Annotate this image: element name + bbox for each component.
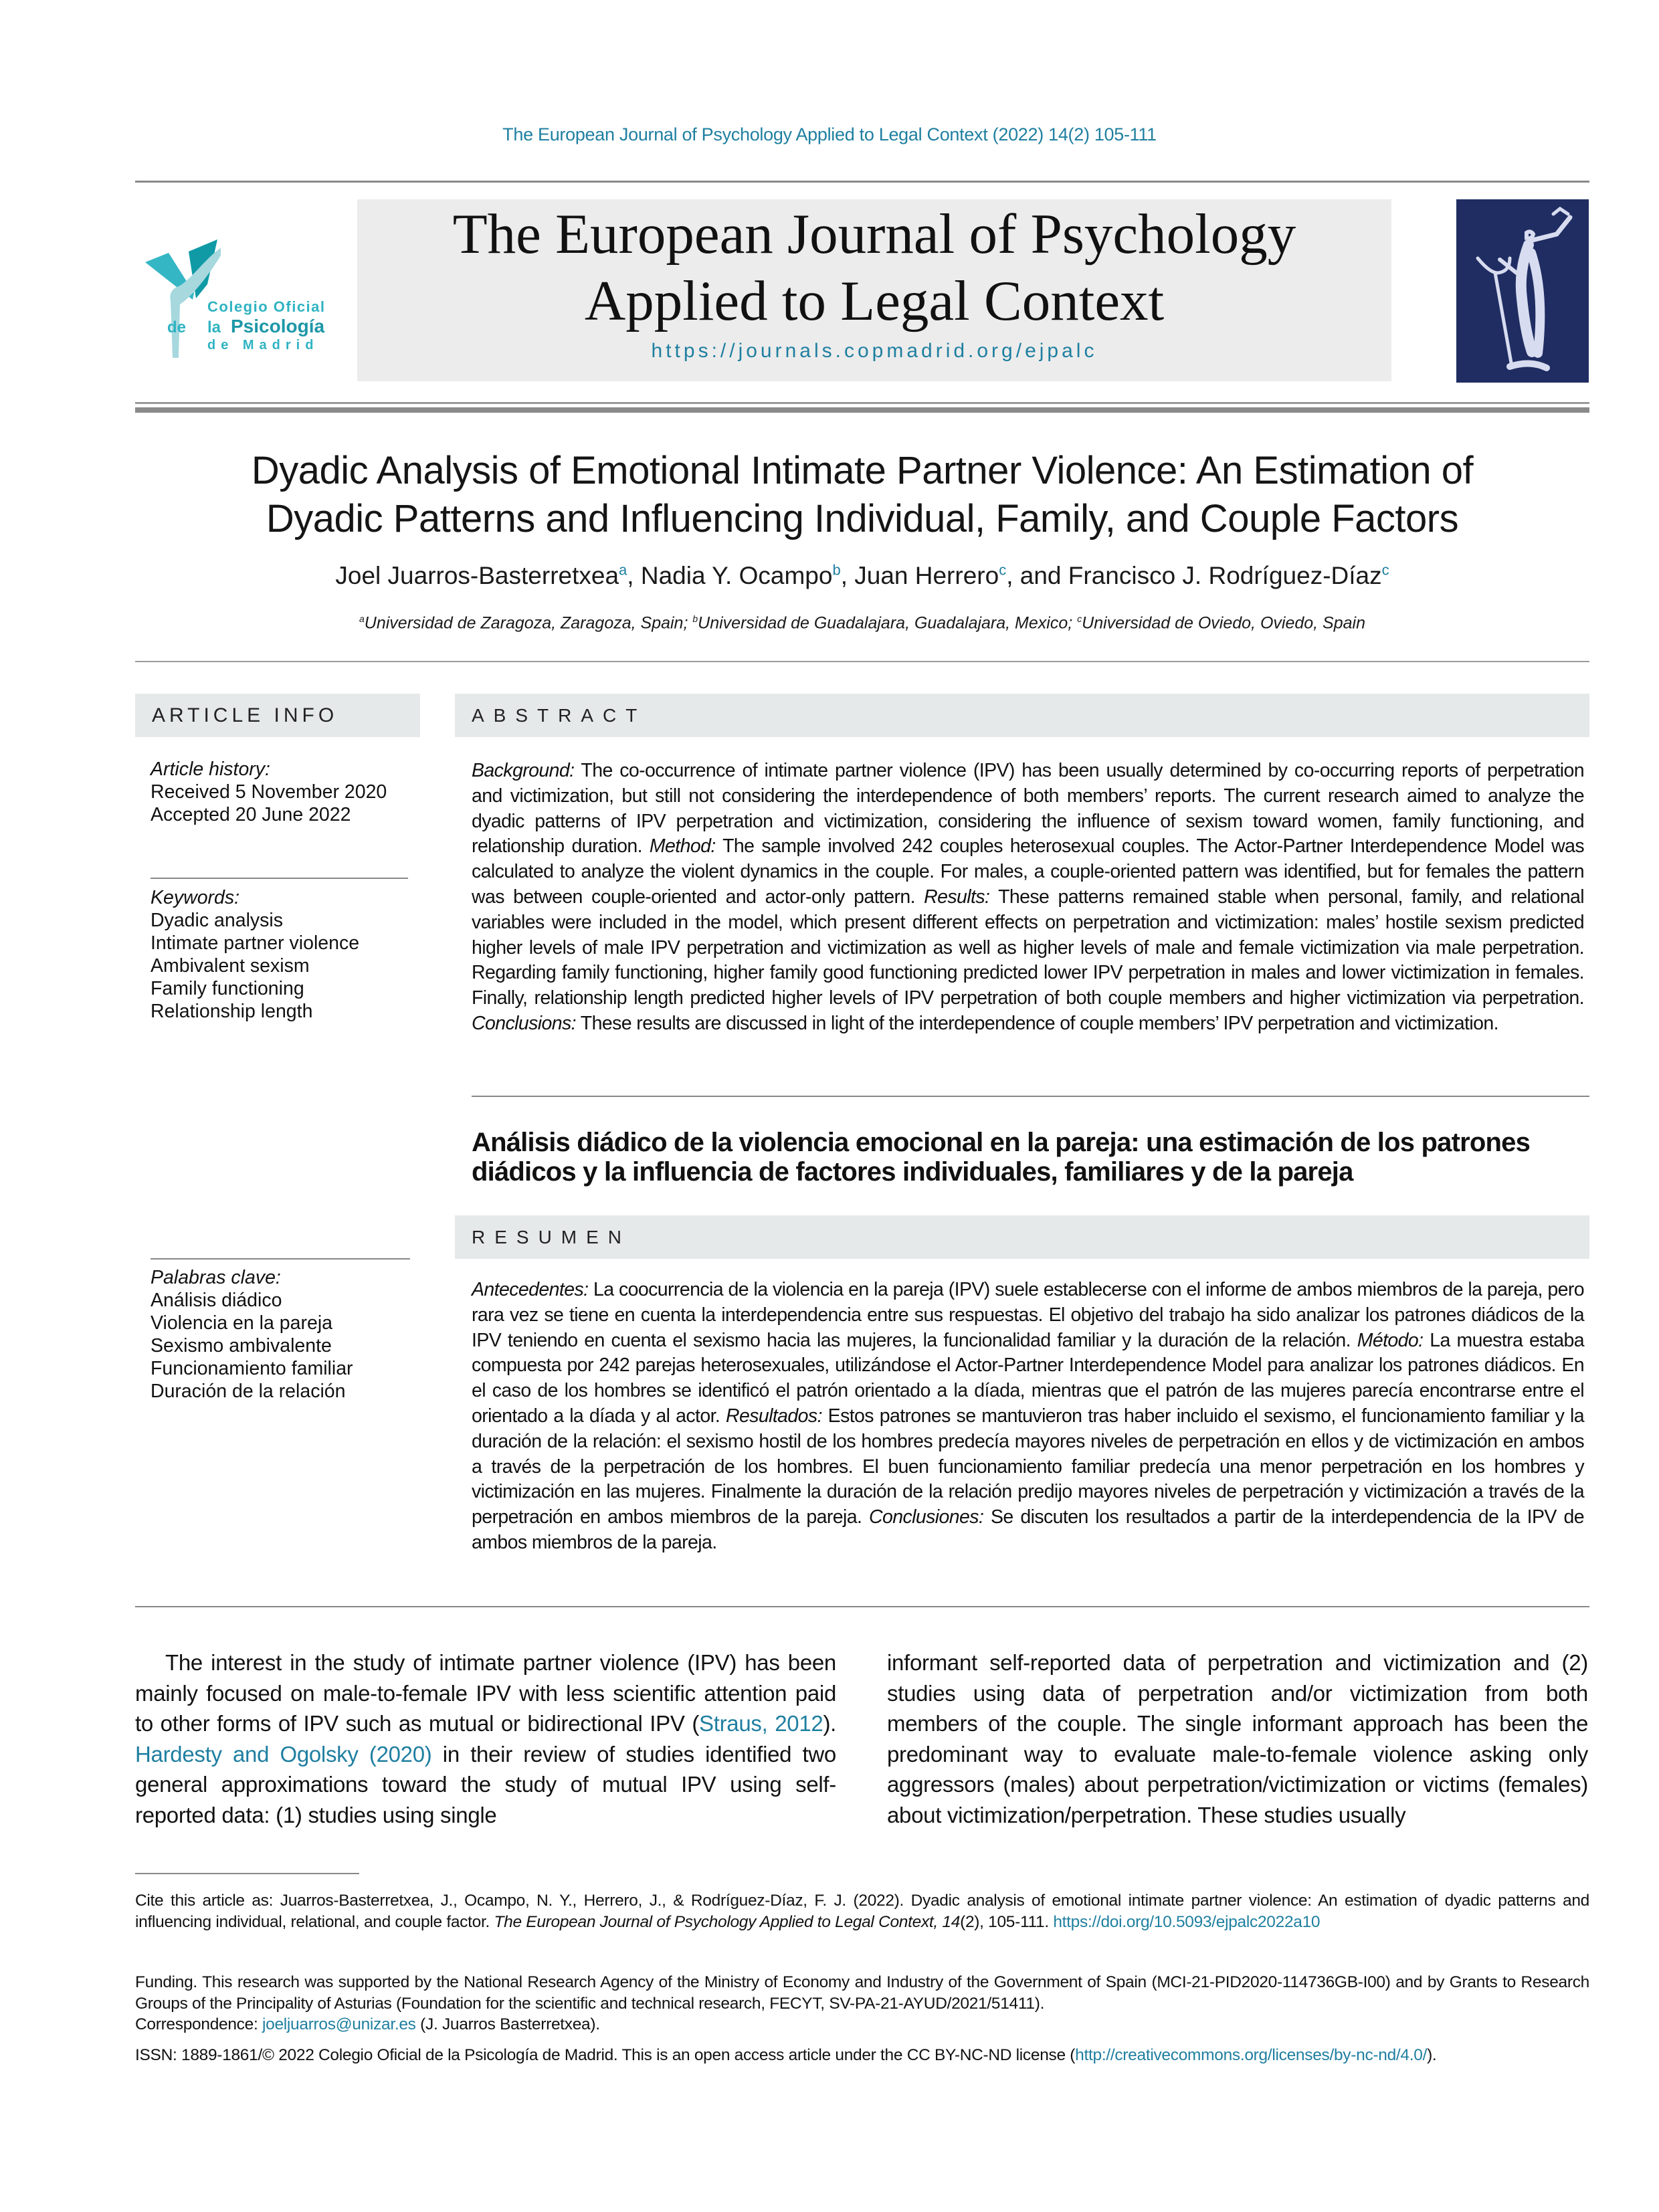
divider	[135, 661, 1589, 662]
divider	[151, 1258, 410, 1260]
abstract-label: Conclusions:	[472, 1012, 576, 1034]
palabras-label: Palabras clave:	[151, 1267, 281, 1288]
palabra-clave: Análisis diádico	[151, 1290, 282, 1311]
logo-text-colegio: Colegio Oficial	[207, 298, 326, 315]
email-link[interactable]: joeljuarros@unizar.es	[262, 2015, 416, 2033]
abstract-text	[472, 759, 1584, 1037]
abstract-segment: The co-occurrence of intimate partner violence (IPV) has been usually determined by co-occurring reports of perpetration and victimization, but still not considering the interdependence of both members’ reports. The current research aimed to analyze the dyadic patterns of IPV perpetration and victimization, considering the influence of sexism toward women, family functioning, and relationship duration.	[472, 760, 1584, 858]
logo-text-la: la	[207, 318, 221, 336]
article-history	[151, 758, 411, 826]
author	[641, 562, 854, 589]
issn-license-note	[135, 2045, 1589, 2066]
author	[854, 562, 1068, 589]
resumen-label: Conclusiones:	[869, 1506, 984, 1528]
funding-note	[135, 1972, 1589, 2035]
journal-masthead	[357, 199, 1391, 381]
author	[335, 562, 640, 589]
article-title-line-1: Dyadic Analysis of Emotional Intimate Partner Violence: An Estimation of	[251, 449, 1474, 492]
top-rule	[135, 181, 1589, 183]
affiliation-sup: a	[359, 613, 365, 624]
body-text: The interest in the study of intimate partner violence (IPV) has been mainly focused on male-to-female IPV with less scientific attention paid to other forms of IPV such as mutual or bidirectional IPV (	[135, 1650, 836, 1736]
abstract-heading: ABSTRACT	[455, 694, 1589, 737]
keyword: Ambivalent sexism	[151, 955, 310, 977]
body-text: ).	[823, 1711, 836, 1736]
palabra-clave: Funcionamiento familiar	[151, 1358, 353, 1379]
resumen-heading: RESUMEN	[455, 1215, 1589, 1259]
resumen-segment: Estos patrones se mantuvieron tras haber incluido el sexismo, el funcionamiento familiar y la duración de la relación: el sexismo hostil de los hombres predecía mayores niveles de perpetración en ellos y de victimización en ambos a través de la perpetración de los hombres. El buen funcionamiento familiar predecía una menor perpetración en los hombres y victimización en las mujeres. Finalmente la duración de la relación predijo mayores niveles de perpetración y victimización a través de la perpetración en ambos miembros de la pareja.	[472, 1405, 1584, 1528]
affiliation: Universidad de Oviedo, Oviedo, Spain	[1082, 613, 1365, 633]
abstract-label: Method:	[649, 835, 716, 858]
citation-note	[135, 1890, 1589, 1932]
resumen-label: Método:	[1357, 1329, 1424, 1351]
keyword: Intimate partner violence	[151, 932, 360, 954]
resumen-segment: La coocurrencia de la violencia en la pareja (IPV) suele establecerse con el informe de ambos miembros de la pareja, pero rara vez se tiene en cuenta la interdependencia entre sus respuestas. El objetivo del trabajo ha sido analizar los patrones diádicos de la IPV teniendo en cuenta el sexismo hacia las mujeres, la funcionalidad familiar y la duración de la relación.	[472, 1279, 1584, 1351]
article-info-heading: ARTICLE INFO	[135, 694, 420, 737]
palabra-clave: Duración de la relación	[151, 1381, 346, 1402]
abstract-label: Results:	[924, 886, 990, 908]
affiliation-marker-link[interactable]: a	[619, 562, 627, 579]
keywords	[151, 886, 411, 1023]
resumen-segment: La muestra estaba compuesta por 242 parejas heterosexuales, utilizándose el Actor-Partner Interdependence Model para analizar los patrones diádicos. En el caso de los hombres se identificó el patrón orientado a la díada, mientras que el patrón de las mujeres parecía encontrarse entre el orientado a la díada y al actor.	[472, 1329, 1584, 1427]
accepted-date: Accepted 20 June 2022	[151, 804, 351, 825]
abstract-segment: These results are discussed in light of the interdependence of couple members’ IPV perpetration and victimization.	[575, 1012, 1498, 1034]
correspondence-name: (J. Juarros Basterretxea).	[415, 2015, 600, 2033]
journal-cover-image	[1456, 199, 1589, 383]
issn-end: ).	[1427, 2046, 1437, 2064]
author-name: Joel Juarros-Basterretxea	[335, 562, 619, 590]
affiliation-marker-link[interactable]: c	[1381, 562, 1389, 579]
author-separator: ,	[840, 562, 855, 590]
resumen-label: Resultados:	[726, 1405, 822, 1427]
body-text: in their review of studies identified two general approximations toward the study of mutual IPV using self-reported data: (1) studies using single	[135, 1741, 836, 1827]
keyword: Relationship length	[151, 1001, 313, 1022]
running-header: The European Journal of Psychology Applied to Legal Context (2022) 14(2) 105-111	[502, 124, 1157, 144]
footnote-rule	[135, 1873, 359, 1874]
citation-issue: (2), 105-111.	[960, 1912, 1054, 1931]
author-name: Juan Herrero	[854, 562, 999, 590]
article-title	[135, 447, 1589, 543]
author-name: Nadia Y. Ocampo	[640, 562, 833, 590]
received-date: Received 5 November 2020	[151, 781, 387, 803]
author	[1068, 562, 1389, 589]
affiliation-marker-link[interactable]: b	[832, 562, 841, 579]
affiliation-sup: c	[1077, 613, 1082, 624]
logo-text-de: de	[167, 318, 187, 336]
history-label: Article history:	[151, 759, 270, 780]
affiliation: Universidad de Zaragoza, Zaragoza, Spain;	[364, 613, 693, 633]
citation-link[interactable]: Straus, 2012	[699, 1711, 823, 1736]
masthead-rule-thin	[135, 402, 1589, 404]
author-separator: , and	[1006, 562, 1068, 590]
issn-text: ISSN: 1889-1861/© 2022 Colegio Oficial de la Psicología de Madrid. This is an open access article under the CC BY-NC-ND license (	[135, 2046, 1076, 2064]
journal-title-line-1: The European Journal of Psychology	[452, 203, 1296, 266]
author-list	[135, 562, 1589, 590]
abstract-segment: These patterns remained stable when personal, family, and relational variables were included in the model, which present different effects on perpetration and victimization: males’ hostile sexism predicted higher levels of male IPV perpetration and victimization as well as higher levels of male and female victimization via male perpetration. Regarding family functioning, higher family good functioning predicted lower IPV perpetration in males and lower victimization in females. Finally, relationship length predicted higher levels of IPV perpetration of both couple members and higher victimization via perpetration.	[472, 886, 1584, 1009]
license-link[interactable]: http://creativecommons.org/licenses/by-nc-nd/4.0/	[1075, 2046, 1428, 2064]
journal-title	[357, 201, 1391, 334]
affiliation-marker-link[interactable]: c	[999, 562, 1007, 579]
resumen-text	[472, 1278, 1584, 1556]
keywords-label: Keywords:	[151, 887, 240, 908]
doi-link[interactable]: https://doi.org/10.5093/ejpalc2022a10	[1053, 1912, 1321, 1931]
journal-title-line-2: Applied to Legal Context	[584, 270, 1165, 332]
justice-statue-icon	[1456, 199, 1589, 383]
keyword: Dyadic analysis	[151, 910, 283, 931]
journal-url-link[interactable]: https://journals.copmadrid.org/ejpalc	[651, 340, 1098, 362]
citation-text: Cite this article as: Juarros-Basterretxea, J., Ocampo, N. Y., Herrero, J., & Rodríguez-Díaz, F. J. (2022). Dyadic analysis of emotional intimate partner violence: An estimation of dyadic patterns and influencing individual, relational, and couple factor.	[135, 1892, 1589, 1931]
author-name: Francisco J. Rodríguez-Díaz	[1068, 562, 1382, 590]
correspondence-label: Correspondence:	[135, 2015, 262, 2033]
citation-link[interactable]: Hardesty and Ogolsky (2020)	[135, 1741, 432, 1767]
divider	[135, 1606, 1589, 1607]
publisher-logo	[134, 221, 348, 361]
palabras-clave	[151, 1266, 411, 1403]
citation-journal: The European Journal of Psychology Applied to Legal Context, 14	[494, 1912, 961, 1931]
abstract-label: Background:	[472, 760, 575, 781]
affiliation: Universidad de Guadalajara, Guadalajara, Mexico;	[698, 613, 1078, 633]
resumen-label: Antecedentes:	[472, 1279, 589, 1300]
funding-text: Funding. This research was supported by the National Research Agency of the Ministry of Economy and Industry of the Government of Spain (MCI-21-PID2020-114736GB-I00) and by Grants to Research Groups of the Principality of Asturias (Foundation for the scientific and technical research, FECYT, SV-PA-21-AYUD/2021/51411).	[135, 1973, 1589, 2013]
affiliations	[135, 613, 1589, 633]
keyword: Family functioning	[151, 978, 304, 999]
author-separator: ,	[627, 562, 641, 590]
abstract-segment: The sample involved 242 couples heterosexual couples. The Actor-Partner Interdependence Model was calculated to analyze the violent dynamics in the couple. For males, a couple-oriented pattern was identified, but for females the pattern was between couple-oriented and actor-only pattern.	[472, 835, 1584, 908]
masthead-rule-thick	[135, 407, 1589, 413]
logo-text-madrid: de Madrid	[207, 338, 319, 353]
palabra-clave: Violencia en la pareja	[151, 1312, 333, 1334]
body-column-left	[135, 1647, 836, 1830]
affiliation-sup: b	[692, 613, 698, 624]
logo-text-psicologia: Psicología	[231, 316, 325, 336]
divider	[151, 878, 408, 879]
palabra-clave: Sexismo ambivalente	[151, 1335, 332, 1356]
spanish-title: Análisis diádico de la violencia emocional en la pareja: una estimación de los patrones diádicos y la influencia de factores individuales, familiares y de la pareja	[472, 1128, 1531, 1187]
article-title-line-2: Dyadic Patterns and Influencing Individual, Family, and Couple Factors	[266, 497, 1459, 540]
divider	[472, 1096, 1589, 1097]
body-column-right: informant self-reported data of perpetration and victimization and (2) studies using data of perpetration and/or victimization from both members of the couple. The single informant approach has been the predominant way to evaluate male-to-female violence asking only aggressors (males) about perpetration/victimization or victims (females) about victimization/perpetration. These studies usually	[887, 1650, 1588, 1827]
resumen-segment: Se discuten los resultados a partir de la interdependencia de la IPV de ambos miembros de la pareja.	[472, 1506, 1585, 1553]
